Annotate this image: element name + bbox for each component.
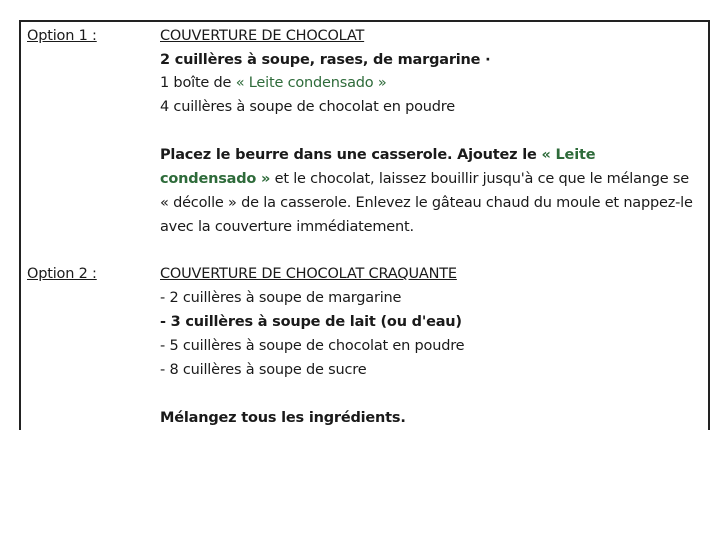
option-1-title: COUVERTURE DE CHOCOLAT bbox=[160, 28, 365, 44]
option-1-label: Option 1 : bbox=[27, 28, 97, 44]
option-1-instructions-part-1: Placez le beurre dans une casserole. Ajoutez le bbox=[160, 147, 542, 163]
option-1-ingredient-3: 4 cuillères à soupe de chocolat en poudre bbox=[160, 99, 455, 115]
option-2-ingredient-4: - 8 cuillères à soupe de sucre bbox=[160, 362, 367, 378]
option-1-ingredient-2 bbox=[160, 71, 387, 95]
option-2-title: COUVERTURE DE CHOCOLAT CRAQUANTE bbox=[160, 266, 457, 282]
option-2-label: Option 2 : bbox=[27, 266, 97, 282]
option-2-ingredient-1: - 2 cuillères à soupe de margarine bbox=[160, 290, 402, 306]
option-1-ingredient-1: 2 cuillères à soupe, rases, de margarine · bbox=[160, 52, 491, 68]
option-2-ingredient-3: - 5 cuillères à soupe de chocolat en poudre bbox=[160, 338, 465, 354]
option-1-instructions-part-2: et le chocolat, laissez bouillir jusqu'à ce que le mélange se « décolle » de la casserole. Enlevez le gâteau chaud du moule et nappez-le avec la couverture immédiatement. bbox=[160, 171, 693, 235]
option-2-ingredient-2: - 3 cuillères à soupe de lait (ou d'eau) bbox=[160, 314, 462, 330]
option-1-ingredient-2-text: 1 boîte de bbox=[160, 75, 236, 91]
option-2-instructions: Mélangez tous les ingrédients. bbox=[160, 410, 406, 426]
option-1-instructions bbox=[160, 143, 695, 239]
option-1-ingredient-2-highlight: « Leite condensado » bbox=[235, 75, 387, 91]
option-1-instructions-highlight: « Leite condensado » bbox=[160, 147, 596, 187]
